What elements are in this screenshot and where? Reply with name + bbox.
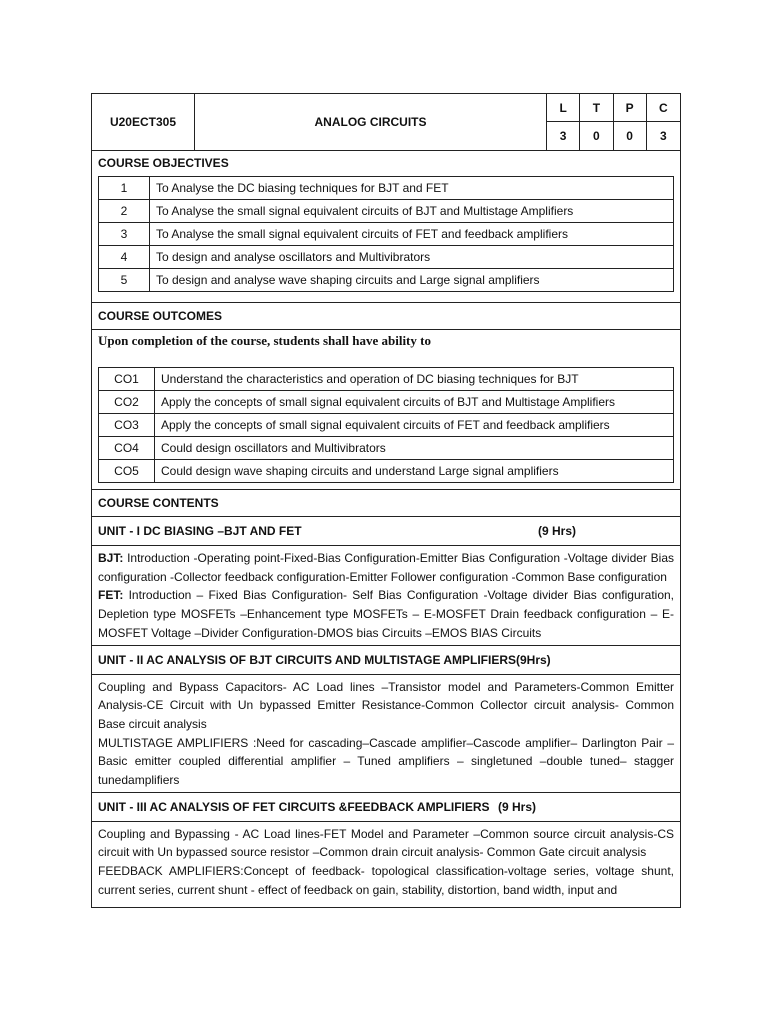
contents-heading: COURSE CONTENTS <box>92 490 680 517</box>
outcome-row <box>99 391 673 414</box>
unit-1-body <box>92 546 680 646</box>
outcome-row <box>99 414 673 437</box>
objectives-section <box>92 151 680 303</box>
objectives-heading: COURSE OBJECTIVES <box>98 156 229 170</box>
outcome-text: Could design oscillators and Multivibrators <box>161 441 386 455</box>
objective-text: To Analyse the small signal equivalent circuits of FET and feedback amplifiers <box>156 227 568 241</box>
objective-row <box>99 269 673 291</box>
unit-1-heading <box>92 517 680 546</box>
outcome-text: Apply the concepts of small signal equivalent circuits of BJT and Multistage Amplifiers <box>161 395 615 409</box>
objective-number: 2 <box>99 200 150 222</box>
ltpc-label-t: T <box>580 94 613 122</box>
objective-text: To design and analyse wave shaping circuits and Large signal amplifiers <box>156 273 540 287</box>
ltpc-grid <box>547 94 680 150</box>
outcome-row <box>99 460 673 482</box>
unit-1-paragraph <box>98 549 674 586</box>
objective-number: 4 <box>99 246 150 268</box>
objective-row <box>99 177 673 200</box>
objective-text: To design and analyse oscillators and Multivibrators <box>156 250 431 264</box>
outcome-row <box>99 368 673 391</box>
unit-1-fet-text: Introduction – Fixed Bias Configuration- Self Bias Configuration -Voltage divider Bias configuration, Depletion type MOSFETs –Enhancement type MOSFETs – E-MOSFET Drain feedback configuration – E-MOSFET Voltage –Divider Configuration-DMOS bias Circuits –EMOS BIAS Circuits <box>98 588 674 640</box>
unit-3-paragraph: Coupling and Bypassing - AC Load lines-FET Model and Parameter –Common source circuit analysis-CS circuit with Un bypassed source resistor –Common drain circuit analysis- Common Gate circuit analysis <box>98 826 674 860</box>
unit-3-heading <box>92 793 680 822</box>
unit-2-paragraph: MULTISTAGE AMPLIFIERS :Need for cascading–Cascade amplifier–Cascode amplifier– Darlington Pair – Basic emitter coupled differential amplifier – Tuned amplifiers – singletuned –double tuned– stagger tunedamplifiers <box>98 735 674 788</box>
objective-text: To Analyse the small signal equivalent circuits of BJT and Multistage Amplifiers <box>156 204 574 218</box>
objective-number: 3 <box>99 223 150 245</box>
objective-row <box>99 223 673 246</box>
ltpc-value-t: 0 <box>580 122 613 150</box>
unit-2-heading <box>92 646 680 675</box>
outcome-text: Could design wave shaping circuits and understand Large signal amplifiers <box>161 464 559 478</box>
unit-1-bjt-label: BJT: <box>98 551 124 565</box>
unit-3-body <box>92 822 680 908</box>
unit-1-hours: (9 Hrs) <box>538 524 577 538</box>
outcome-code: CO1 <box>99 368 155 390</box>
ltpc-value-p: 0 <box>614 122 647 150</box>
outcomes-heading: COURSE OUTCOMES <box>92 303 680 330</box>
outcome-text: Apply the concepts of small signal equivalent circuits of FET and feedback amplifiers <box>161 418 610 432</box>
unit-3-title: UNIT - III AC ANALYSIS OF FET CIRCUITS &FEEDBACK AMPLIFIERS <box>98 799 490 814</box>
outcomes-section <box>92 330 680 490</box>
ltpc-value-l: 3 <box>547 122 580 150</box>
outcome-code: CO5 <box>99 460 155 482</box>
unit-1-bjt-text: Introduction -Operating point-Fixed-Bias Configuration-Emitter Bias Configuration -Voltage divider Bias configuration -Collector feedback configuration-Emitter Follower configuration -Common Base configuration <box>98 551 674 584</box>
unit-2-body <box>92 675 680 793</box>
unit-3-hours: (9 Hrs) <box>498 799 537 814</box>
unit-1-fet-label: FET: <box>98 588 124 603</box>
unit-2-title: UNIT - II AC ANALYSIS OF BJT CIRCUITS AND MULTISTAGE AMPLIFIERS(9Hrs) <box>98 652 551 667</box>
unit-1-paragraph <box>98 586 674 642</box>
unit-1-title: UNIT - I DC BIASING –BJT AND FET <box>98 524 302 538</box>
outcomes-table <box>98 367 674 483</box>
ltpc-value-c: 3 <box>660 129 667 143</box>
ltpc-label-c: C <box>647 94 680 122</box>
outcomes-intro: Upon completion of the course, students shall have ability to <box>98 333 431 348</box>
course-code: U20ECT305 <box>92 94 195 150</box>
objective-text: To Analyse the DC biasing techniques for BJT and FET <box>156 181 449 195</box>
ltpc-label-l: L <box>547 94 580 122</box>
outcome-code: CO4 <box>99 437 155 459</box>
ltpc-label-p: P <box>614 94 647 122</box>
course-header <box>92 94 680 151</box>
objective-row <box>99 246 673 269</box>
objective-number: 5 <box>99 269 150 291</box>
objective-number: 1 <box>99 177 150 199</box>
outcome-row <box>99 437 673 460</box>
outcome-text: Understand the characteristics and operation of DC biasing techniques for BJT <box>161 372 579 386</box>
unit-2-paragraph: Coupling and Bypass Capacitors- AC Load lines –Transistor model and Parameters-Common Emitter Analysis-CE Circuit with Un bypassed Emitter Resistance-Common Collector circuit analysis- Common Base circuit analysis <box>98 679 674 731</box>
objective-row <box>99 200 673 223</box>
syllabus-document <box>91 93 681 908</box>
outcome-code: CO3 <box>99 414 155 436</box>
outcome-code: CO2 <box>99 391 155 413</box>
objectives-table <box>98 176 674 292</box>
unit-3-paragraph: FEEDBACK AMPLIFIERS:Concept of feedback- topological classification-voltage series, voltage shunt, current series, current shunt - effect of feedback on gain, stability, distortion, band width, input and <box>98 864 674 897</box>
course-title: ANALOG CIRCUITS <box>195 94 547 150</box>
